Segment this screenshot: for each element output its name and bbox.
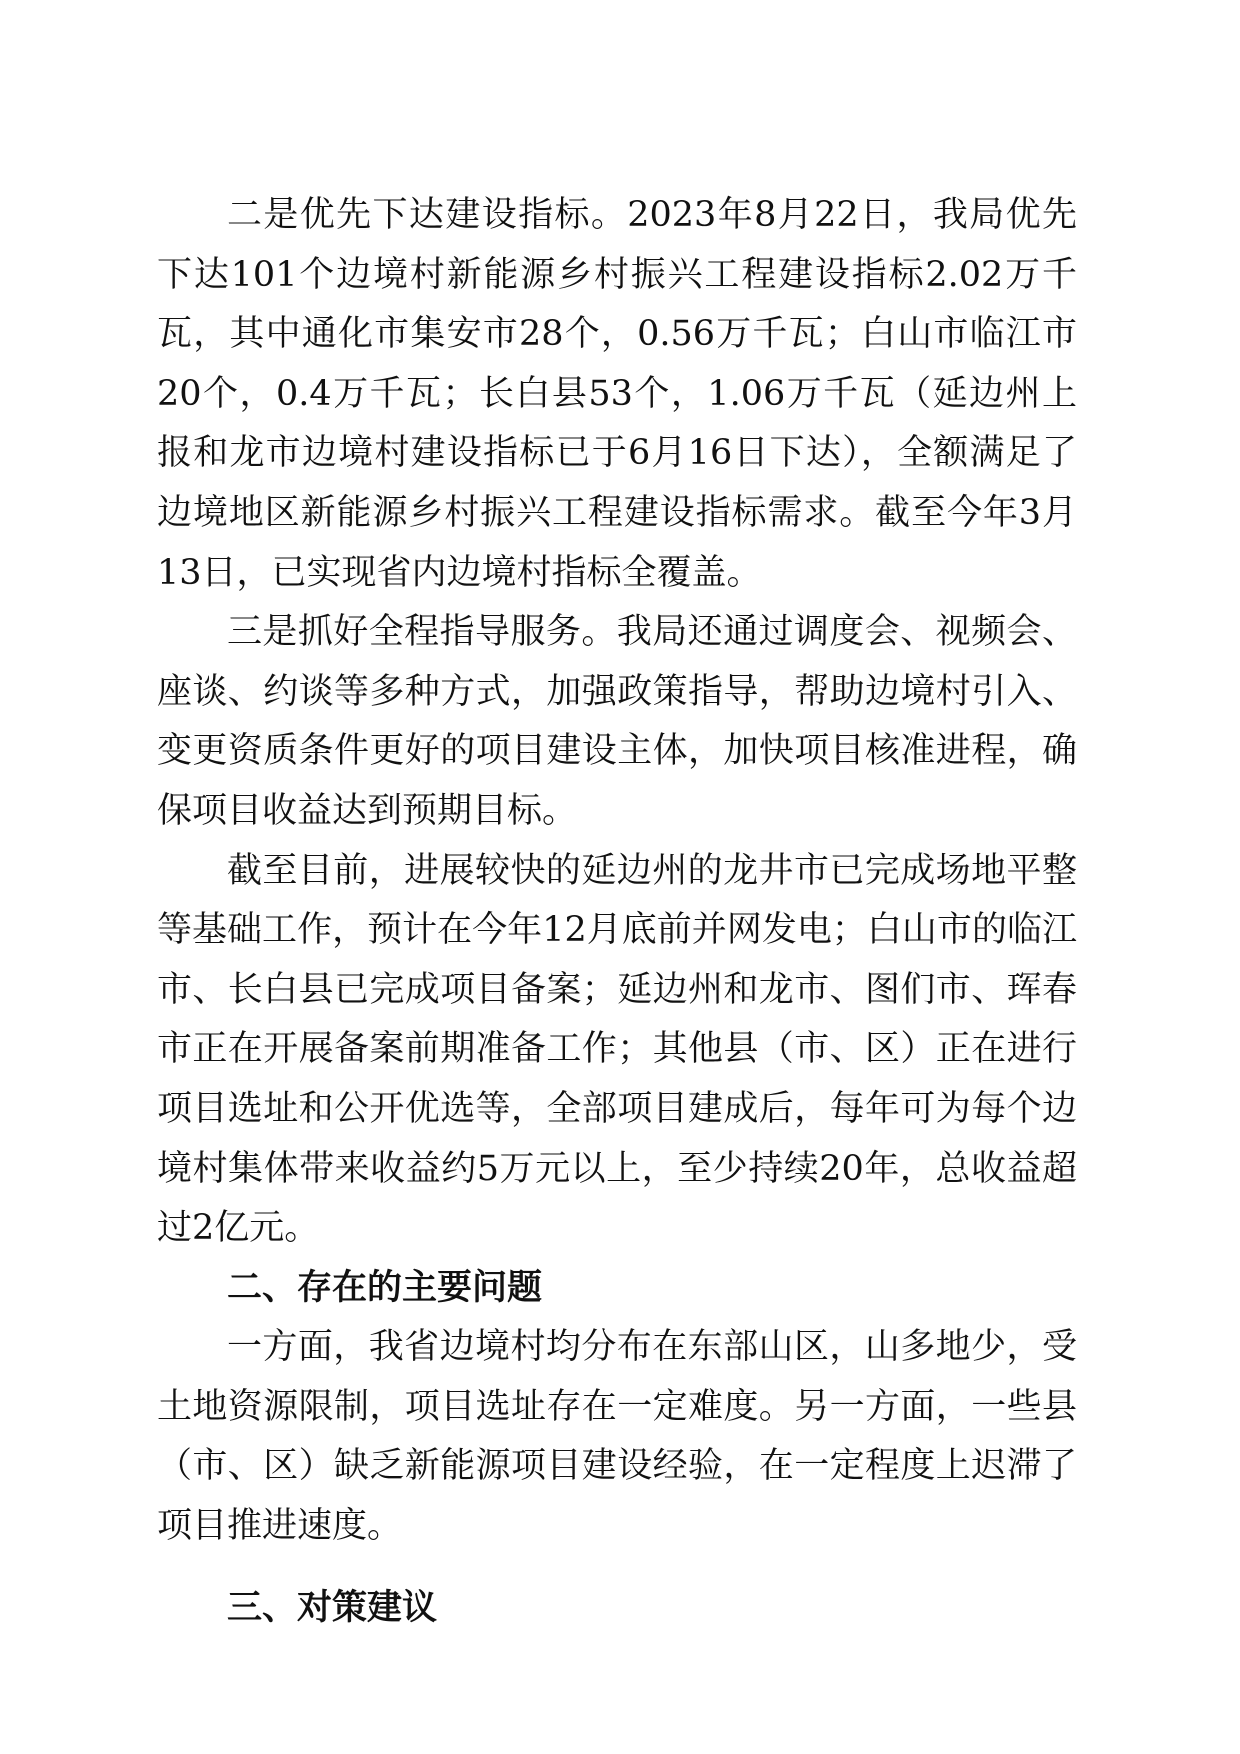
paragraph-build-quota: 二是优先下达建设指标。2023年8月22日，我局优先下达101个边境村新能源乡村振兴工程建设指标2.02万千瓦，其中通化市集安市28个，0.56万千瓦；白山市临江市20个，0.4万千瓦；长白县53个，1.06万千瓦（延边州上报和龙市边境村建设指标已于6月16日下达），全额满足了边境地区新能源乡村振兴工程建设指标需求。截至今年3月13日，已实现省内边境村指标全覆盖。	[157, 195, 1077, 593]
heading-main-problems: 二、存在的主要问题	[227, 1267, 543, 1308]
heading-suggestions: 三、对策建议	[227, 1587, 438, 1628]
document-body	[157, 186, 1077, 1638]
paragraph-problems: 一方面，我省边境村均分布在东部山区，山多地少，受土地资源限制，项目选址存在一定难度。另一方面，一些县（市、区）缺乏新能源项目建设经验，在一定程度上迟滞了项目推进速度。	[157, 1327, 1077, 1547]
paragraph-guidance-service: 三是抓好全程指导服务。我局还通过调度会、视频会、座谈、约谈等多种方式，加强政策指导，帮助边境村引入、变更资质条件更好的项目建设主体，加快项目核准进程，确保项目收益达到预期目标。	[157, 612, 1077, 831]
paragraph-progress: 截至目前，进展较快的延边州的龙井市已完成场地平整等基础工作，预计在今年12月底前并网发电；白山市的临江市、长白县已完成项目备案；延边州和龙市、图们市、珲春市正在开展备案前期准备工作；其他县（市、区）正在进行项目选址和公开优选等，全部项目建成后，每年可为每个边境村集体带来收益约5万元以上，至少持续20年，总收益超过2亿元。	[157, 850, 1077, 1249]
